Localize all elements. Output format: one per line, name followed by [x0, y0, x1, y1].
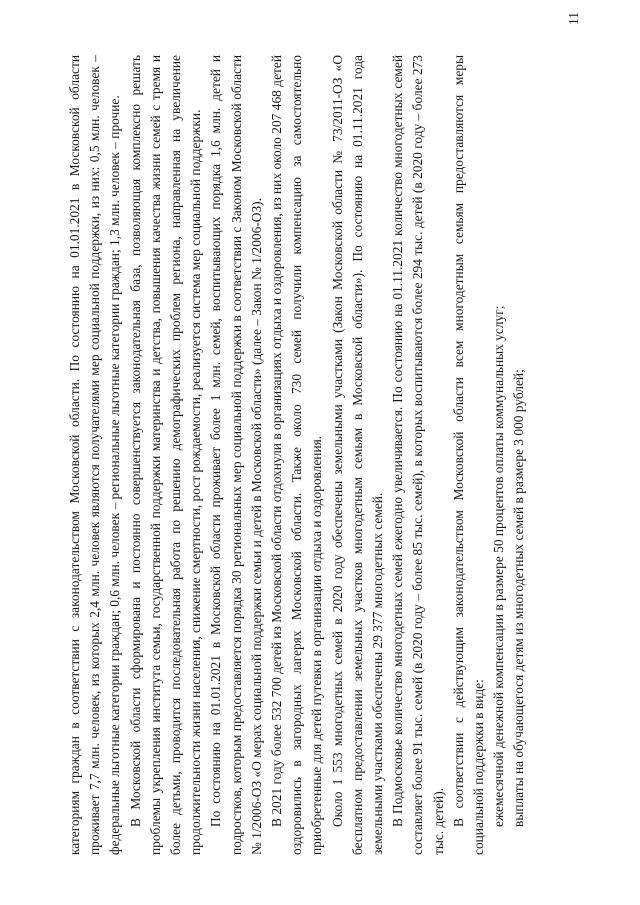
paragraph-3: По состоянию на 01.01.2021 в Московской области проживает более 1 млн. семей, воспитывающих порядка 1,6 млн. детей и подростков, которым предоставляется порядка 30 региональных мер социальной поддержки в соответствии с Законом Московской области № 1/2006-ОЗ «О мерах социальной поддержки семьи и детей в Московской области» (далее – Закон № 1/2006-ОЗ).	[208, 55, 264, 855]
rotated-content	[65, 55, 573, 855]
paragraph-5: Около 1 553 многодетных семей в 2020 году обеспечены земельными участками (Закон Московской области № 73/2011-ОЗ «О бесплатном предоставлении земельных участков многодетным семьям в Московской области»). По состоянию на 01.11.2021 года земельными участками обеспечены 29 377 многодетных семей.	[329, 55, 386, 855]
paragraph-2: В Московской области сформирована и постоянно совершенствуется законодательная база, позволяющая комплексно решать проблемы укрепления института семьи, государственной поддержки материнства и детства, повышения качества жизни семей с тремя и более детьми, проводится последовательная работа по решению демографических проблем региона, направленная на увеличение продолжительности жизни населения, снижение смертности, рост рождаемости, реализуется система мер социальной поддержки.	[127, 55, 204, 855]
paragraph-7: В соответствии с действующим законодательством Московской области всем многодетным семьям предоставляются меры социальной поддержки в виде:	[450, 55, 487, 855]
list-item-2: выплаты на обучающегося детям из многодетных семей в размере 3 000 рублей;	[511, 369, 527, 827]
text-body	[65, 55, 573, 855]
page-number: 11	[566, 12, 581, 25]
list-item-1: ежемесячной денежной компенсации в размере 50 процентов оплаты коммунальных услуг;	[491, 305, 507, 827]
paragraph-4: В 2021 году более 532 700 детей из Московской области отдохнули в организациях отдыха и оздоровления, из них около 207 468 детей оздоровились в загородных лагерях Московской области. Также около 730 семей получили компенсацию за самостоятельно приобретенные для детей путевки в организации отдыха и оздоровления.	[269, 55, 325, 855]
paragraph-1: категориям граждан в соответствии с законодательством Московской области. По состоянию на 01.01.2021 в Московской области проживает 7,7 млн. человек, из которых 2,4 млн. человек являются получателями мер социальной поддержки, из них: 0,5 млн. человек – федеральные льготные категории граждан; 0,6 млн. человек – региональные льготные категории граждан; 1,3 млн. человек – прочие.	[67, 55, 123, 855]
paragraph-6: В Подмосковье количество многодетных семей ежегодно увеличивается. По состоянию на 01.11.2021 количество многодетных семей составляет более 91 тыс. семей (в 2020 году – более 85 тыс. семей), в которых воспитываются более 294 тыс. детей (в 2020 году – более 273 тыс. детей).	[390, 55, 446, 855]
